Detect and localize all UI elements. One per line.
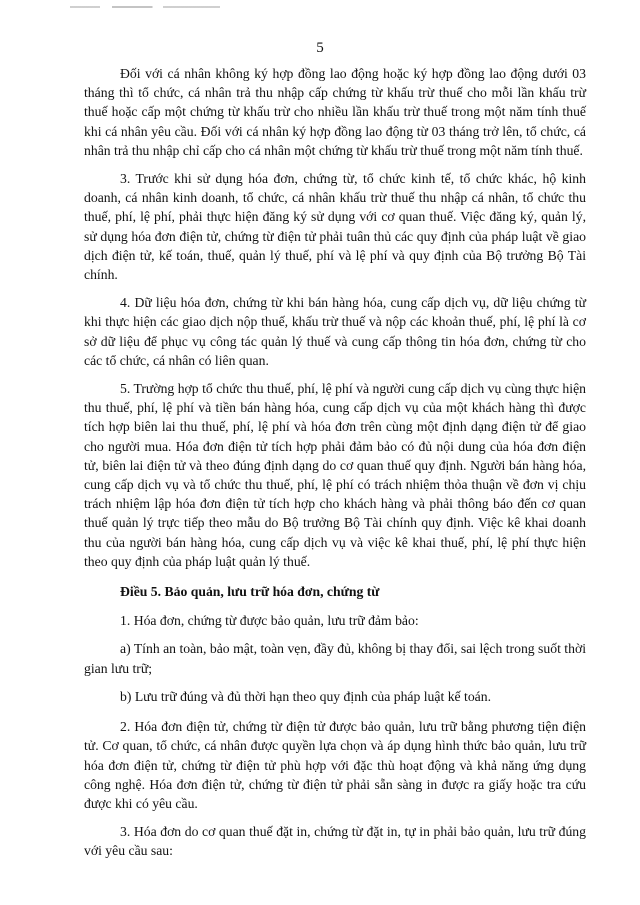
paragraph-personal-income-withholding: Đối với cá nhân không ký hợp đồng lao động hoặc ký hợp đồng lao động dưới 03 tháng thì tổ chức, cá nhân trả thu nhập cấp chứng từ khấu trừ thuế cho mỗi lần khấu trừ thuế hoặc cấp một chứng từ khấu trừ cho nhiều lần khấu trừ thuế trong một năm tính thuế khi cá nhân yêu cầu. Đối với cá nhân ký hợp đồng lao động từ 03 tháng trở lên, tổ chức, cá nhân trả thu nhập chỉ cấp cho cá nhân một chứng từ khấu trừ thuế trong một năm tính thuế. — [84, 66, 586, 158]
document-body — [84, 64, 586, 870]
article-5-clause-1b: b) Lưu trữ đúng và đủ thời hạn theo quy định của pháp luật kế toán. — [120, 688, 492, 704]
article-5-clause-3: 3. Hóa đơn do cơ quan thuế đặt in, chứng từ đặt in, tự in phải bảo quản, lưu trữ đúng với yêu cầu sau: — [84, 824, 586, 859]
paragraph-clause-3-registration: 3. Trước khi sử dụng hóa đơn, chứng từ, tổ chức kinh tế, tổ chức khác, hộ kinh doanh, cá nhân kinh doanh, tổ chức, cá nhân khấu trừ thuế thu nhập cá nhân, tổ chức thu thuế, phí, lệ phí, phải thực hiện đăng ký sử dụng với cơ quan thuế. Việc đăng ký, quản lý, sử dụng hóa đơn điện tử, chứng từ điện tử phải tuân thủ các quy định của pháp luật về giao dịch điện tử, kế toán, thuế, quản lý thuế, phí và lệ phí và quy định của Bộ trưởng Bộ Tài chính. — [84, 171, 586, 283]
article-5-clause-1a: a) Tính an toàn, bảo mật, toàn vẹn, đầy đủ, không bị thay đổi, sai lệch trong suốt thời gian lưu trữ; — [84, 641, 586, 676]
article-5-clause-2: 2. Hóa đơn điện tử, chứng từ điện tử được bảo quản, lưu trữ bằng phương tiện điện tử. Cơ quan, tổ chức, cá nhân được quyền lựa chọn và áp dụng hình thức bảo quản, lưu trữ hóa đơn điện tử, chứng từ điện tử phù hợp với đặc thù hoạt động và khả năng ứng dụng công nghệ. Hóa đơn điện tử, chứng từ điện tử phải sẵn sàng in được ra giấy hoặc tra cứu được khi có yêu cầu. — [84, 719, 586, 811]
article-5-clause-1: 1. Hóa đơn, chứng từ được bảo quản, lưu trữ đảm bảo: — [120, 613, 419, 629]
paragraph-clause-4-data: 4. Dữ liệu hóa đơn, chứng từ khi bán hàng hóa, cung cấp dịch vụ, dữ liệu chứng từ khi thực hiện các giao dịch nộp thuế, khấu trừ thuế và nộp các khoản thuế, phí, lệ phí là cơ sở dữ liệu để phục vụ công tác quản lý thuế và cung cấp thông tin hóa đơn, chứng từ cho các tổ chức, cá nhân có liên quan. — [84, 295, 586, 368]
paragraph-clause-5-integrated-invoice: 5. Trường hợp tổ chức thu thuế, phí, lệ phí và người cung cấp dịch vụ cùng thực hiện thu thuế, phí, lệ phí và tiền bán hàng hóa, cung cấp dịch vụ của một khách hàng thì được tích hợp biên lai thu thuế, phí, lệ phí và hóa đơn trên cùng một định dạng điện tử để giao cho người mua. Hóa đơn điện tử tích hợp phải đảm bảo có đủ nội dung của hóa đơn điện tử, biên lai điện tử và theo đúng định dạng do cơ quan thuế quy định. Người bán hàng hóa, cung cấp dịch vụ và tổ chức thu thuế, phí, lệ phí có trách nhiệm thỏa thuận về đơn vị chịu trách nhiệm lập hóa đơn điện tử tích hợp cho khách hàng và phải thông báo đến cơ quan thuế quản lý trực tiếp theo mẫu do Bộ trưởng Bộ Tài chính quy định. Việc kê khai doanh thu của người bán hàng hóa, cung cấp dịch vụ và việc kê khai thuế, phí, lệ phí thực hiện theo quy định của pháp luật quản lý thuế. — [84, 381, 586, 569]
scan-edge-mark — [70, 6, 220, 8]
page-number: 5 — [316, 40, 324, 56]
article-5-heading: Điều 5. Bảo quản, lưu trữ hóa đơn, chứng từ — [120, 584, 380, 600]
